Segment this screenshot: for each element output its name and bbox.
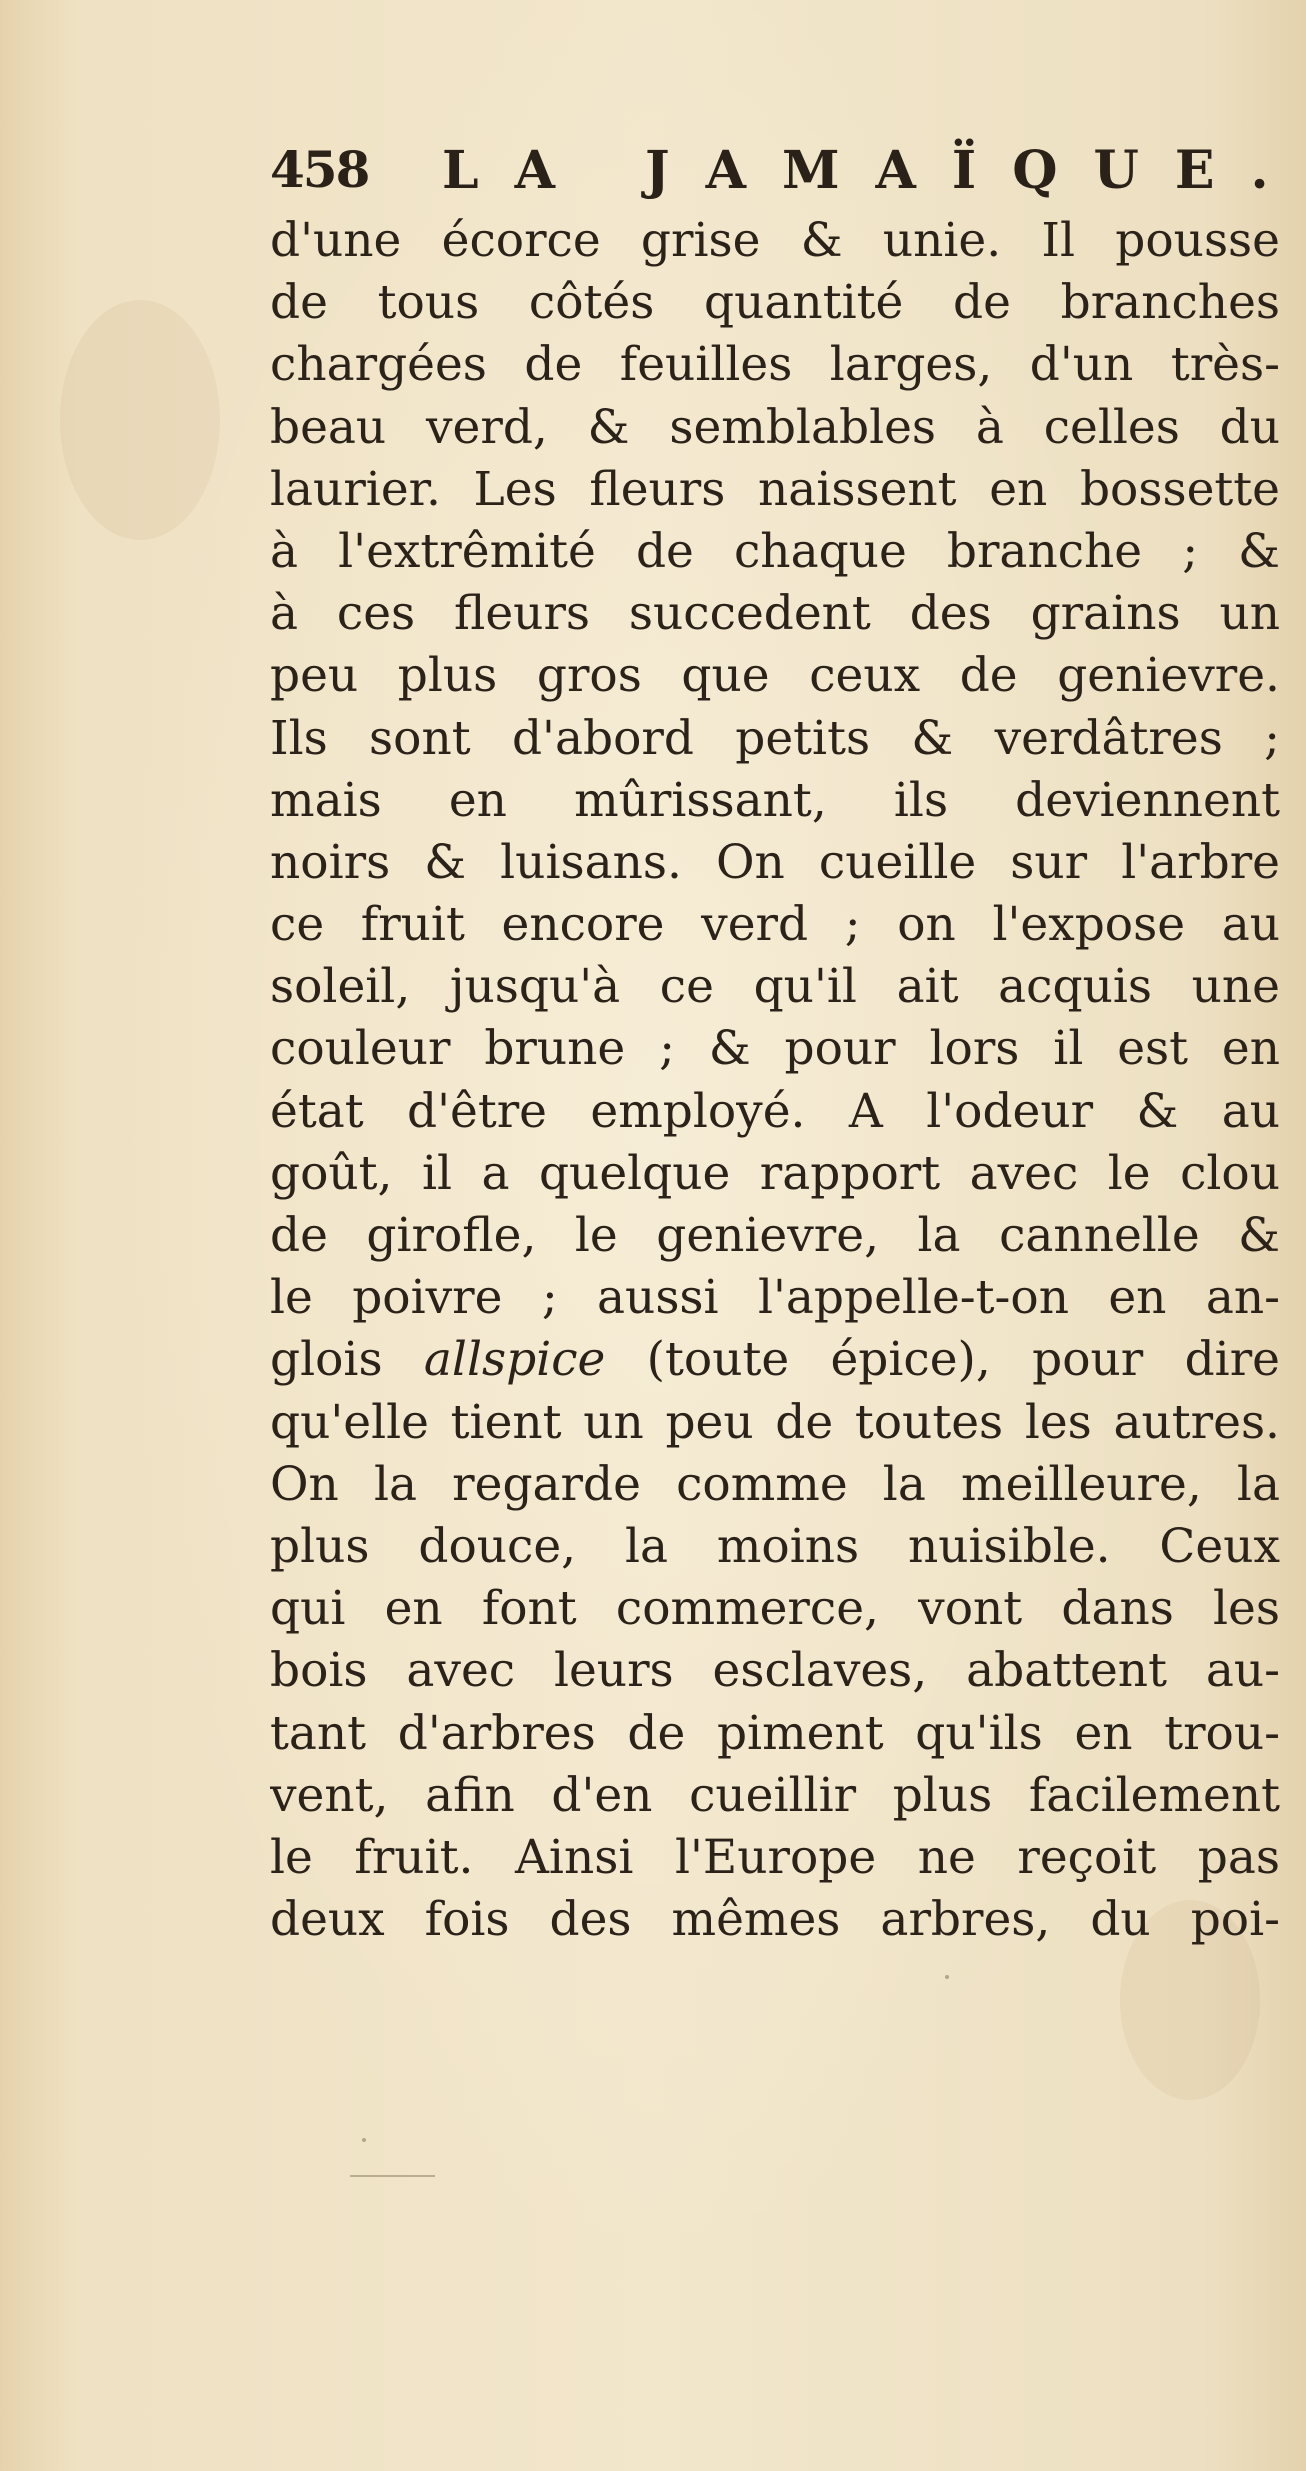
paper-stain	[60, 300, 220, 540]
text-line: qui en font commerce, vont dans les	[270, 1581, 1280, 1637]
text-line: qu'elle tient un peu de toutes les autres.	[270, 1394, 1280, 1450]
text-line: laurier. Les fleurs naissent en bossette	[270, 461, 1280, 517]
text-line: noirs & luisans. On cueille sur l'arbre	[270, 834, 1280, 890]
text-line: le fruit. Ainsi l'Europe ne reçoit pas	[270, 1829, 1280, 1885]
text-line: de tous côtés quantité de branches	[270, 275, 1280, 331]
page-number: 458	[270, 140, 369, 199]
text-line: chargées de feuilles larges, d'un très-	[270, 337, 1280, 393]
text-line: de girofle, le genievre, la cannelle &	[270, 1208, 1280, 1263]
text-line: peu plus gros que ceux de genievre.	[270, 648, 1280, 704]
italic-term: allspice	[423, 1332, 606, 1388]
text-line: d'une écorce grise & unie. Il pousse	[270, 213, 1280, 268]
text-line: tant d'arbres de piment qu'ils en trou-	[270, 1705, 1280, 1761]
text-line: goût, il a quelque rapport avec le clou	[270, 1145, 1280, 1201]
text-line: bois avec leurs esclaves, abattent au-	[270, 1643, 1280, 1699]
text-line: à l'extrêmité de chaque branche ; &	[270, 523, 1280, 579]
text-line: état d'être employé. A l'odeur & au	[270, 1083, 1280, 1139]
body-text	[270, 210, 1280, 1951]
text-line: Ils sont d'abord petits & verdâtres ;	[270, 710, 1280, 766]
page-header	[270, 140, 1305, 210]
text-line: glois allspice (toute épice), pour dire	[270, 1332, 1280, 1388]
text-line: ce fruit encore verd ; on l'expose au	[270, 897, 1280, 953]
running-title: LA JAMAÏQUE.	[442, 140, 1305, 201]
text-line: vent, afin d'en cueillir plus facilement	[270, 1767, 1280, 1823]
text-line: à ces fleurs succedent des grains un	[270, 586, 1280, 642]
ink-speck	[945, 1975, 949, 1979]
text-line: plus douce, la moins nuisible. Ceux	[270, 1518, 1280, 1574]
text-line: soleil, jusqu'à ce qu'il ait acquis une	[270, 959, 1280, 1015]
ink-speck	[362, 2138, 366, 2142]
text-line: beau verd, & semblables à celles du	[270, 399, 1280, 455]
text-line: le poivre ; aussi l'appelle-t-on en an-	[270, 1270, 1280, 1326]
text-line: mais en mûrissant, ils deviennent	[270, 772, 1280, 828]
text-line: couleur brune ; & pour lors il est en	[270, 1021, 1280, 1077]
text-line: deux fois des mêmes arbres, du poi-	[270, 1892, 1280, 1948]
ink-smudge	[350, 2175, 435, 2177]
text-line: On la regarde comme la meilleure, la	[270, 1456, 1280, 1512]
